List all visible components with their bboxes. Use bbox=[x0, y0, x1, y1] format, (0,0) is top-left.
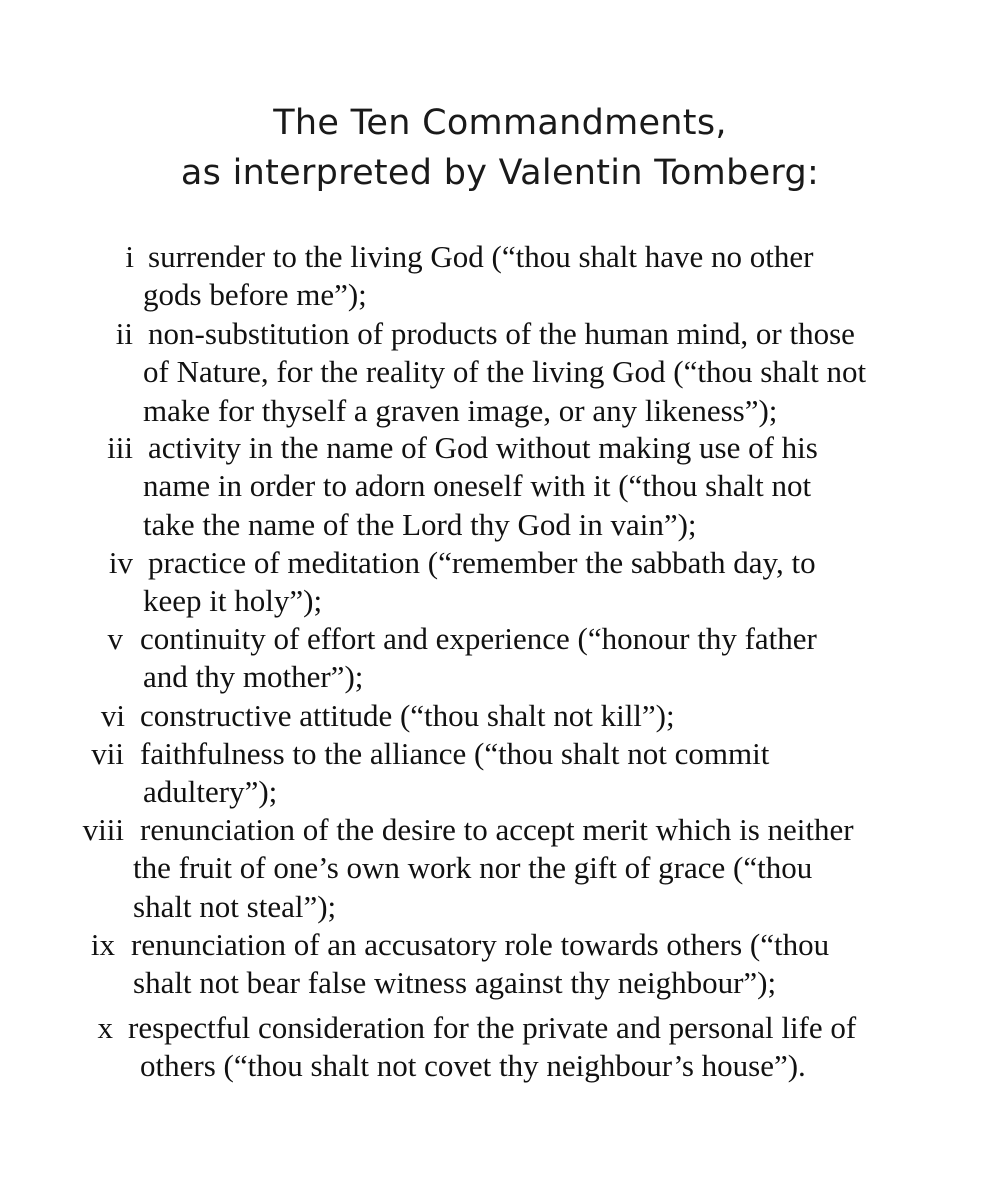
commandment-text-line: renunciation of the desire to accept merit which is neither bbox=[140, 812, 854, 847]
commandment-text-line: shalt not bear false witness against thy neighbour”); bbox=[133, 965, 777, 1001]
commandment-text-line: shalt not steal”); bbox=[133, 888, 337, 924]
commandment-text-line: of Nature, for the reality of the living God (“thou shalt not bbox=[143, 354, 867, 390]
title-line-1: The Ten Commandments, bbox=[273, 103, 727, 143]
commandment-numeral: vi bbox=[100, 698, 125, 733]
commandment-text-line: respectful consideration for the private and personal life of bbox=[128, 1010, 857, 1045]
commandment-text-line: constructive attitude (“thou shalt not kill”); bbox=[140, 698, 675, 733]
page-title bbox=[0, 98, 1000, 198]
commandment-text-line: make for thyself a graven image, or any likeness”); bbox=[143, 392, 778, 428]
commandment-numeral: x bbox=[97, 1010, 113, 1045]
commandment-text-line: take the name of the Lord thy God in vain”); bbox=[143, 506, 697, 542]
commandment-text-line: faithfulness to the alliance (“thou shalt not commit bbox=[140, 736, 770, 771]
commandment-text-line: renunciation of an accusatory role towards others (“thou bbox=[131, 927, 830, 962]
commandment-numeral: ii bbox=[115, 316, 133, 351]
commandment-numeral: iii bbox=[107, 430, 133, 465]
commandment-text-line: gods before me”); bbox=[143, 277, 367, 313]
commandment-text-line: others (“thou shalt not covet thy neighbour’s house”). bbox=[140, 1048, 806, 1084]
commandment-text-line: surrender to the living God (“thou shalt have no other bbox=[148, 239, 814, 274]
title-line-2: as interpreted by Valentin Tomberg: bbox=[180, 153, 820, 193]
commandment-numeral: v bbox=[107, 621, 123, 656]
commandment-text-line: and thy mother”); bbox=[143, 659, 364, 695]
commandment-text-line: keep it holy”); bbox=[143, 583, 323, 619]
commandment-numeral: iv bbox=[108, 545, 133, 580]
commandment-text-line: continuity of effort and experience (“honour thy father bbox=[140, 621, 817, 656]
commandment-text-line: non-substitution of products of the human mind, or those bbox=[148, 316, 855, 351]
commandment-numeral: ix bbox=[90, 927, 115, 962]
commandment-text-line: adultery”); bbox=[143, 774, 278, 810]
commandment-text-line: practice of meditation (“remember the sabbath day, to bbox=[148, 545, 816, 580]
commandment-numeral: vii bbox=[91, 736, 124, 771]
commandment-numeral: i bbox=[125, 239, 134, 274]
commandment-text-line: the fruit of one’s own work nor the gift of grace (“thou bbox=[133, 850, 813, 886]
commandment-numeral: viii bbox=[82, 812, 124, 847]
commandment-text-line: activity in the name of God without making use of his bbox=[148, 430, 818, 465]
commandment-text-line: name in order to adorn oneself with it (“thou shalt not bbox=[143, 468, 812, 504]
